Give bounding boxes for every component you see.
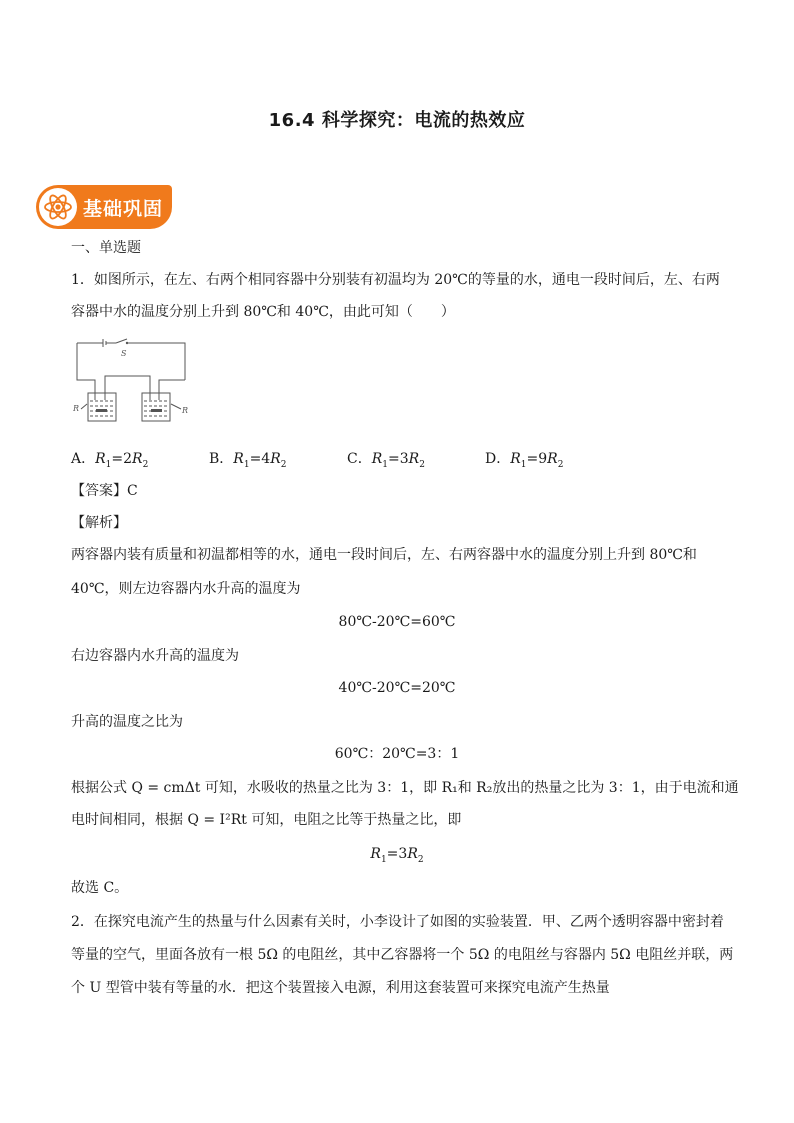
analysis-line-1: 两容器内装有质量和初温都相等的水，通电一段时间后，左、右两容器中水的温度分别上升到 80℃和 — [71, 547, 697, 563]
analysis-line-2: 40℃，则左边容器内水升高的温度为 — [71, 581, 301, 597]
atom-icon — [39, 188, 77, 226]
answer-label: 【答案】C — [71, 483, 138, 499]
section-badge — [36, 185, 172, 229]
q2-stem-line2: 等量的空气，里面各放有一根 5Ω 的电阻丝，其中乙容器将一个 5Ω 的电阻丝与容器内 5Ω 电阻丝并联，两 — [71, 947, 734, 963]
option-d[interactable]: D．$R_1=9R_2$ — [485, 451, 564, 470]
ratio-text: 升高的温度之比为 — [71, 714, 183, 730]
formula-line-1: 根据公式 Q = cmΔt 可知，水吸收的热量之比为 3：1，即 R₁和 R₂放出的热量之比为 3：1，由于电流和通 — [71, 780, 739, 796]
section-type: 一、单选题 — [71, 240, 141, 256]
q1-stem-line1: 1．如图所示，在左、右两个相同容器中分别装有初温均为 20℃的等量的水，通电一段时间后，左、右两 — [71, 272, 720, 288]
option-a[interactable]: A．$R_1=2R_2$ — [71, 451, 149, 470]
equation-2: 40℃-20℃=20℃ — [338, 680, 456, 696]
analysis-label: 【解析】 — [71, 515, 127, 531]
conclusion: 故选 C。 — [71, 880, 129, 896]
equation-4: $R_1=3R_2$ — [370, 846, 424, 865]
circuit-figure — [73, 338, 198, 428]
r-left-label: R — [73, 404, 80, 413]
q2-stem-line1: 2．在探究电流产生的热量与什么因素有关时，小李设计了如图的实验装置．甲、乙两个透明容器中密封着 — [71, 914, 724, 930]
option-c[interactable]: C．$R_1=3R_2$ — [347, 451, 425, 470]
equation-3: 60℃：20℃=3：1 — [334, 746, 460, 762]
q1-stem-line2: 容器中水的温度分别上升到 80℃和 40℃，由此可知（ ） — [71, 304, 455, 320]
equation-1: 80℃-20℃=60℃ — [338, 614, 456, 630]
page-title: 16.4 科学探究：电流的热效应 — [268, 110, 526, 131]
r-right-label: R — [182, 406, 189, 415]
right-container-text: 右边容器内水升高的温度为 — [71, 648, 239, 664]
switch-label: S — [121, 349, 127, 358]
q2-stem-line3: 个 U 型管中装有等量的水．把这个装置接入电源，利用这套装置可来探究电流产生热量 — [71, 980, 610, 996]
section-badge-label: 基础巩固 — [83, 197, 164, 220]
option-b[interactable]: B．$R_1=4R_2$ — [209, 451, 287, 470]
formula-line-2: 电时间相同，根据 Q = I²Rt 可知，电阻之比等于热量之比，即 — [71, 812, 462, 828]
